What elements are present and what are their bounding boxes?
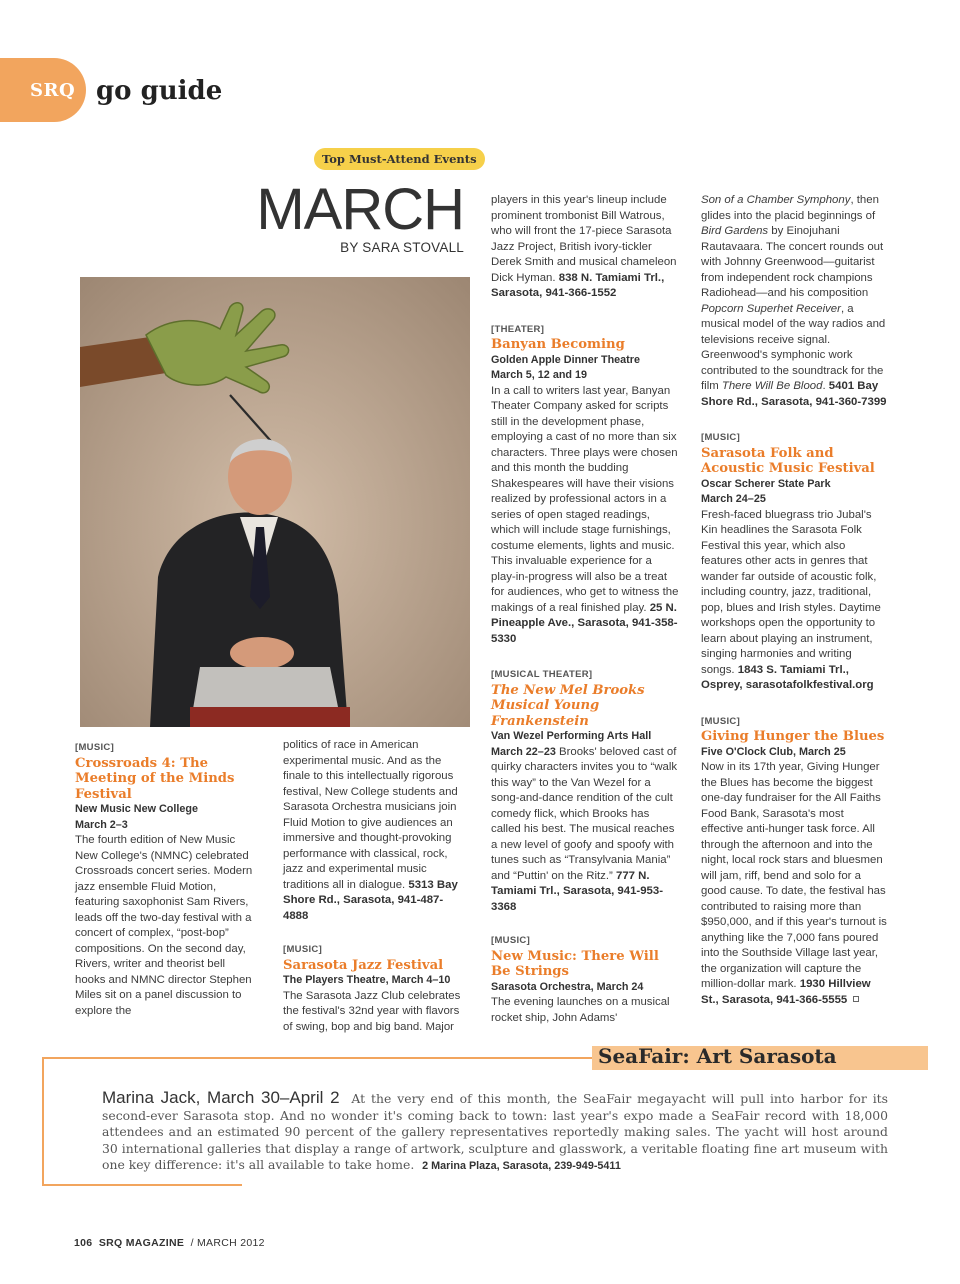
event-title: Sarasota Jazz Festival: [283, 957, 444, 973]
event-date: March 2–3: [75, 818, 128, 831]
event-category: [MUSIC]: [75, 742, 115, 753]
event-category: [THEATER]: [491, 323, 545, 335]
event-description: The evening launches on a musical rocket ship, John Adams': [491, 996, 670, 1024]
event-date: March 24–25: [701, 493, 766, 505]
event-title: New Music: There Will Be Strings: [491, 948, 659, 979]
featured-photo: [80, 277, 470, 727]
page-footer: [74, 1237, 265, 1249]
event-address: 5313 Bay Shore Rd., Sarasota, 941-487-4888: [283, 878, 458, 922]
event-category: [MUSICAL THEATER]: [491, 669, 593, 680]
event-title: Banyan Becoming: [491, 337, 625, 352]
event-description-continued: politics of race in American experimental music. And as the finale to this intellectually rigorous festival, New College students and Sarasota Orchestra musicians join Fluid Motion to give audiences an immersive and thought-provoking performance with classical, rock, jazz and experimental music traditions all in dialogue. 5313 Bay Shore Rd., Sarasota, 941-487-4888: [283, 739, 458, 922]
event-date: March 22–23: [491, 745, 556, 758]
photo-illustration: [80, 277, 470, 727]
event-category: [MUSIC]: [491, 935, 531, 946]
event-description: In a call to writers last year, Banyan Theater Company asked for scripts still in the development phase, employing a cast of no more than six characters. Three plays were chosen and this month the budding Shakespeares will have their visions realized by professional actors in a series of open staged readings, which will include stage furnishings, costume elements, lights and music. This invaluable experience for a play-in-progress will also be a treat for audiences, who get to witness the makings of a real finished play. 25 N. Pineapple Ave., Sarasota, 941-358-5330: [491, 384, 679, 645]
seafair-address: 2 Marina Plaza, Sarasota, 239-949-5411: [422, 1160, 621, 1172]
end-mark-icon: [853, 996, 859, 1002]
event-description: The Sarasota Jazz Club celebrates the festival's 32nd year with flavors of swing, bop and big band. Major: [283, 989, 461, 1033]
seafair-title: SeaFair: Art Sarasota: [598, 1044, 837, 1068]
magazine-name: SRQ MAGAZINE: [98, 1237, 185, 1249]
tagline-badge: Top Must-Attend Events: [314, 148, 485, 170]
event-venue: Van Wezel Performing Arts Hall: [491, 730, 652, 742]
event-venue: The Players Theatre, March 4–10: [283, 974, 451, 986]
seafair-description: Marina Jack, March 30–April 2 At the very end of this month, the SeaFair megayacht will pull into harbor for its second-ever Sarasota stop. And no wonder it's coming back to town: last year's expo made a SeaFair record with 18,000 attendees and an estimated 90 percent of the gallery representatives reportedly making sales. The yacht will host around 30 international galleries that display a range of artwork, sculpture and glasswork, a veritable floating fine art museum with one key difference: it's all available to take home. 2 Marina Plaza, Sarasota, 239-949-5411: [102, 1088, 888, 1172]
event-venue: Sarasota Orchestra, March 24: [491, 980, 644, 993]
event-category: [MUSIC]: [283, 944, 323, 955]
event-address: 777 N. Tamiami Trl., Sarasota, 941-953-3368: [491, 869, 663, 913]
event-description-continued: players in this year's lineup include prominent trombonist Bill Watrous, who will front the 17-piece Sarasota Jazz Project, British ivory-tickler Derek Smith and musical chameleon Dick Hyman. 838 N. Tamiami Trl., Sarasota, 941-366-1552: [491, 194, 677, 299]
event-column-3: [491, 193, 679, 1026]
event-title: Sarasota Folk and Acoustic Music Festival: [701, 445, 875, 476]
event-address: 1930 Hillview St., Sarasota, 941-366-5555: [701, 978, 871, 1006]
event-description: Now in its 17th year, Giving Hunger the Blues has become the biggest one-day fundraiser for the All Faiths Food Bank, Sarasota's most effective anti-hunger task force. All through the afternoon and into the night, local rock stars and bluesmen will jam, riff, bend and solo for a good cause. To date, the festival has contributed to raising more than $950,000, and if this year's turnout is anything like the 7,000 fans poured into the Southside Village last year, the organization will capture the million-dollar mark. 1930 Hillview St., Sarasota, 941-366-5555: [701, 761, 887, 1006]
event-title: Giving Hunger the Blues: [701, 729, 885, 744]
page-title: MARCH: [256, 177, 464, 242]
event-venue: New Music New College: [75, 803, 198, 815]
event-venue: Golden Apple Dinner Theatre: [491, 353, 640, 366]
byline: BY SARA STOVALL: [340, 240, 464, 255]
event-venue: Five O'Clock Club, March 25: [701, 745, 846, 758]
event-address: 838 N. Tamiami Trl., Sarasota, 941-366-1552: [491, 271, 665, 299]
event-address: 25 N. Pineapple Ave., Sarasota, 941-358-5330: [491, 601, 678, 645]
event-title: Crossroads 4: The Meeting of the Minds Festival: [75, 755, 235, 802]
page-number: 106: [74, 1237, 93, 1249]
issue-date: / MARCH 2012: [190, 1237, 265, 1249]
event-description: Fresh-faced bluegrass trio Jubal's Kin headlines the Sarasota Folk Festival this year, which also features other acts in genres that wander far outside of acoustic folk, including country, jazz, traditional, pop, blues and Irish styles. Daytime workshops open the opportunity to learn about playing an instrument, singing harmonies and writing songs. 1843 S. Tamiami Trl., Osprey, sarasotafolkfestival.org: [701, 508, 881, 691]
event-category: [MUSIC]: [701, 715, 741, 727]
event-category: [MUSIC]: [701, 432, 741, 443]
seafair-frame-bottom: [42, 1184, 242, 1186]
section-title: go guide: [96, 76, 223, 106]
event-description-continued: Son of a Chamber Symphony, then glides into the placid beginnings of Bird Gardens by Einojuhani Rautavaara. The concert rounds out with Johnny Greenwood—guitarist from independent rock champions Radiohead—and his composition Popcorn Superhet Receiver, a musical model of the way radios and televisions receive signal. Greenwood's symphonic work contributed to the soundtrack for the film There Will Be Blood. 5401 Bay Shore Rd., Sarasota, 941-360-7399: [701, 194, 887, 408]
event-title: The New Mel Brooks Musical Young Frankenstein: [491, 682, 645, 729]
event-description: The fourth edition of New Music New College's (NMNC) celebrated Crossroads concert series. Modern jazz ensemble Fluid Motion, featuring saxophonist Sam Rivers, leads off the two-day festival with a concert of complex, “post-bop” compositions. On the second day, Rivers, writer and theorist bell hooks and NMNC director Stephen Miles sit on a panel discussion to explore the: [75, 834, 253, 1017]
event-description: March 22–23 Brooks' beloved cast of quirky characters invites you to “walk this way” to the Van Wezel for a song-and-dance rendition of the cult comedy flick, which Brooks has called his best. The musical reaches a new level of goofy and spoofy with tunes such as “Transylvania Mania” and “Puttin' on the Ritz.” 777 N. Tamiami Trl., Sarasota, 941-953-3368: [491, 745, 678, 913]
event-date: March 5, 12 and 19: [491, 369, 588, 381]
event-column-1: [75, 728, 255, 1019]
event-address: 5401 Bay Shore Rd., Sarasota, 941-360-7399: [701, 380, 887, 408]
event-column-2: [283, 738, 467, 1035]
event-venue: Oscar Scherer State Park: [701, 477, 831, 490]
event-column-4: [701, 193, 887, 1008]
brand-logo: SRQ: [30, 80, 76, 101]
seafair-lead: Marina Jack, March 30–April 2: [102, 1088, 340, 1107]
event-address: 1843 S. Tamiami Trl., Osprey, sarasotafolkfestival.org: [701, 663, 874, 691]
seafair-frame: [42, 1058, 50, 1186]
